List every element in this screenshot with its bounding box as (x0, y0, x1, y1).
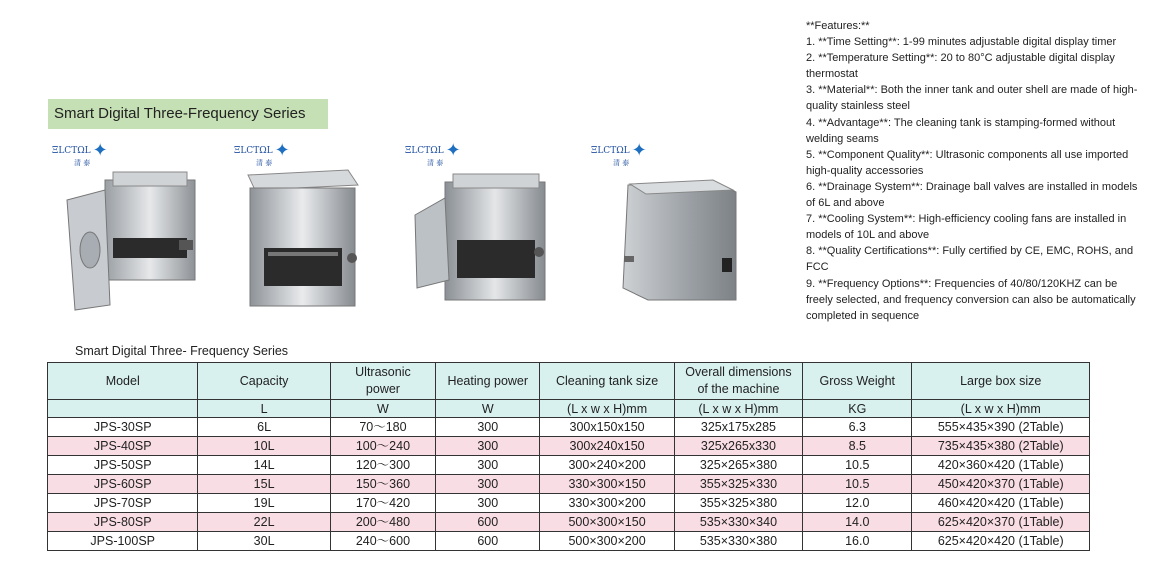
table-header-row (48, 363, 1090, 400)
table-cell: JPS-40SP (48, 437, 198, 456)
table-cell: 70～180 (330, 418, 435, 437)
table-cell: 460×420×420 (1Table) (912, 494, 1090, 513)
feature-item: 7. **Cooling System**: High-efficiency cooling fans are installed in models of 10L and above (806, 213, 1127, 242)
table-cell: 6L (198, 418, 330, 437)
table-cell: 19L (198, 494, 330, 513)
brand-logo-sub: 清 泰 (256, 159, 273, 167)
brand-logo-2 (234, 140, 290, 167)
table-cell: 600 (436, 532, 540, 551)
table-cell: 100～240 (330, 437, 435, 456)
brand-logo-text: ΞLCTΩL (591, 146, 630, 156)
unit-cell (48, 400, 198, 418)
table-cell: 120～300 (330, 456, 435, 475)
unit-cell: W (436, 400, 540, 418)
table-cell: 330×300×200 (540, 494, 674, 513)
table-cell: 735×435×380 (2Table) (912, 437, 1090, 456)
unit-cell: KG (803, 400, 912, 418)
table-cell: 12.0 (803, 494, 912, 513)
unit-cell: (L x w x H)mm (912, 400, 1090, 418)
table-cell: JPS-60SP (48, 475, 198, 494)
table-row (48, 532, 1090, 551)
table-cell: JPS-100SP (48, 532, 198, 551)
table-cell: 625×420×370 (1Table) (912, 513, 1090, 532)
table-cell: 300 (436, 418, 540, 437)
table-cell: 625×420×420 (1Table) (912, 532, 1090, 551)
star-icon: ✦ (445, 140, 461, 161)
features-list (806, 18, 1141, 324)
brand-logo-text: ΞLCTΩL (405, 146, 444, 156)
table-row (48, 437, 1090, 456)
table-cell: 240～600 (330, 532, 435, 551)
table-cell: 325x175x285 (674, 418, 802, 437)
brand-logo-1 (52, 140, 108, 167)
table-cell: 22L (198, 513, 330, 532)
feature-item: 9. **Frequency Options**: Frequencies of 40/80/120KHZ can be freely selected, and frequency conversion can also be automatically completed in sequence (806, 277, 1136, 322)
table-cell: JPS-50SP (48, 456, 198, 475)
table-units-row (48, 400, 1090, 418)
table-cell: 10.5 (803, 475, 912, 494)
feature-item: 1. **Time Setting**: 1-99 minutes adjustable digital display timer (806, 36, 1117, 49)
table-row (48, 513, 1090, 532)
table-cell: 300 (436, 494, 540, 513)
table-row (48, 456, 1090, 475)
features-heading: **Features:** (806, 20, 870, 32)
table-cell: 420×360×420 (1Table) (912, 456, 1090, 475)
table-cell: 325x265x330 (674, 437, 802, 456)
feature-item: 3. **Material**: Both the inner tank and outer shell are made of high-quality stainless steel (806, 84, 1138, 113)
table-cell: 300 (436, 456, 540, 475)
unit-cell: L (198, 400, 330, 418)
table-cell: 10.5 (803, 456, 912, 475)
table-cell: 300x240x150 (540, 437, 674, 456)
table-cell: JPS-70SP (48, 494, 198, 513)
brand-logo-text: ΞLCTΩL (52, 146, 91, 156)
table-cell: 8.5 (803, 437, 912, 456)
header-cell: Model (48, 363, 198, 400)
table-cell: 500×300×150 (540, 513, 674, 532)
brand-logo-3 (405, 140, 461, 167)
table-cell: 15L (198, 475, 330, 494)
brand-logo-sub: 清 泰 (613, 159, 630, 167)
table-cell: 14L (198, 456, 330, 475)
table-caption: Smart Digital Three- Frequency Series (75, 344, 289, 358)
table-cell: 300×240×200 (540, 456, 674, 475)
table-cell: 200～480 (330, 513, 435, 532)
feature-item: 5. **Component Quality**: Ultrasonic components all use imported high-quality accessories (806, 148, 1129, 177)
header-cell: Capacity (198, 363, 330, 400)
table-cell: 555×435×390 (2Table) (912, 418, 1090, 437)
header-cell: Gross Weight (803, 363, 912, 400)
table-cell: 325×265×380 (674, 456, 802, 475)
table-cell: 14.0 (803, 513, 912, 532)
table-cell: 600 (436, 513, 540, 532)
feature-item: 2. **Temperature Setting**: 20 to 80°C adjustable digital display thermostat (806, 52, 1115, 81)
table-cell: 6.3 (803, 418, 912, 437)
table-cell: JPS-30SP (48, 418, 198, 437)
table-cell: 535×330×340 (674, 513, 802, 532)
product-image-2 (240, 160, 365, 315)
feature-item: 6. **Drainage System**: Drainage ball valves are installed in models of 6L and above (806, 180, 1138, 210)
unit-cell: W (330, 400, 435, 418)
product-image-1 (55, 160, 205, 320)
brand-logo-sub: 清 泰 (74, 159, 91, 167)
header-cell: Ultrasonic power (330, 363, 435, 400)
table-cell: 170～420 (330, 494, 435, 513)
brand-logo-sub: 清 泰 (427, 159, 444, 167)
header-cell: Heating power (436, 363, 540, 400)
table-cell: 355×325×380 (674, 494, 802, 513)
header-cell: Cleaning tank size (540, 363, 674, 400)
table-cell: 535×330×380 (674, 532, 802, 551)
table-cell: 10L (198, 437, 330, 456)
table-cell: 150～360 (330, 475, 435, 494)
feature-item: 8. **Quality Certifications**: Fully certified by CE, EMC, ROHS, and FCC (806, 245, 1134, 274)
table-cell: 355×325×330 (674, 475, 802, 494)
header-cell: Overall dimensions of the machine (674, 363, 802, 400)
spec-table (47, 362, 1090, 551)
table-cell: 330×300×150 (540, 475, 674, 494)
table-cell: 30L (198, 532, 330, 551)
table-cell: 16.0 (803, 532, 912, 551)
brand-logo-4 (591, 140, 647, 167)
product-image-4 (618, 160, 743, 310)
star-icon: ✦ (92, 140, 108, 161)
product-image-3 (405, 160, 555, 310)
unit-cell: (L x w x H)mm (674, 400, 802, 418)
table-cell: 300 (436, 437, 540, 456)
header-cell: Large box size (912, 363, 1090, 400)
star-icon: ✦ (274, 140, 290, 161)
table-cell: 300 (436, 475, 540, 494)
table-cell: 450×420×370 (1Table) (912, 475, 1090, 494)
feature-item: 4. **Advantage**: The cleaning tank is stamping-formed without welding seams (806, 116, 1116, 145)
table-cell: JPS-80SP (48, 513, 198, 532)
star-icon: ✦ (631, 140, 647, 161)
table-cell: 300x150x150 (540, 418, 674, 437)
series-title-badge: Smart Digital Three-Frequency Series (48, 99, 328, 129)
table-row (48, 475, 1090, 494)
table-row (48, 418, 1090, 437)
table-row (48, 494, 1090, 513)
table-cell: 500×300×200 (540, 532, 674, 551)
brand-logo-text: ΞLCTΩL (234, 146, 273, 156)
unit-cell: (L x w x H)mm (540, 400, 674, 418)
